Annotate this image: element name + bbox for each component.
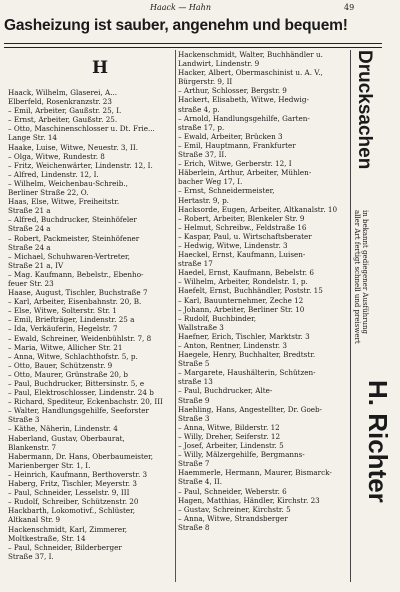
directory-entry: – Karl, Arbeiter, Eisenbahnstr. 20, B. xyxy=(8,297,142,307)
directory-entry: Hacker, Albert, Obermaschinist u. A. V., xyxy=(178,68,323,78)
directory-entry: – Ewald, Schreiner, Weidenbühlstr. 7, 8 xyxy=(8,333,152,343)
directory-entry: – Erich, Witwe, Gerberstr. 12, I xyxy=(178,159,292,169)
directory-entry: – Walter, Handlungsgehilfe, Seeforster xyxy=(8,406,149,416)
directory-entry: Straße 9 xyxy=(178,395,210,405)
directory-entry: – Paul, Schneider, Weberstr. 6 xyxy=(178,486,287,496)
directory-entry: – Paul, Buchdrucker, Alte- xyxy=(178,386,273,396)
directory-entry: Straße 37, II. xyxy=(178,150,227,160)
directory-entry: Haberland, Gustav, Oberbaurat, xyxy=(8,433,125,443)
directory-entry: – Paul, Elektroschlosser, Lindenstr. 24 b xyxy=(8,388,154,398)
directory-entry: Elberfeld, Rosenkranzstr. 23 xyxy=(8,97,112,107)
directory-entry: Lange Str. 14 xyxy=(8,133,57,143)
directory-entry: straße 17 xyxy=(178,259,213,269)
directory-entry: – Anna, Witwe, Bilderstr. 12 xyxy=(178,422,280,432)
directory-entry: straße 17, p. xyxy=(178,122,225,132)
directory-entry: – Ernst, Schneidermeister, xyxy=(178,186,275,196)
directory-entry: – Karl, Bauunternehmer, Zeche 12 xyxy=(178,295,304,305)
directory-entry: Straße 4, II. xyxy=(178,477,222,487)
directory-entry: Hackenschmidt, Walter, Buchhändler u. xyxy=(178,50,323,59)
directory-entry: Hackbarth, Lokomotivf., Schlüster, xyxy=(8,506,136,516)
directory-entry: – Otto, Maschinenschlosser u. Dt. Frie... xyxy=(8,124,155,134)
directory-entry: – Heinrich, Kaufmann, Berthoverstr. 3 xyxy=(8,469,148,479)
directory-entry: – Wilhelm, Weichenbau-Schreib., xyxy=(8,178,128,188)
top-rule xyxy=(4,43,382,44)
directory-entry: – Otto, Bauer, Schützenstr. 9 xyxy=(8,360,113,370)
directory-entry: Häberlein, Arthur, Arbeiter, Mühlen- xyxy=(178,168,312,178)
directory-entry: – Rudolf, Schreiber, Schützenstr. 20 xyxy=(8,497,139,507)
directory-entry: – Otto, Maurer, Grünstraße 20, b xyxy=(8,369,129,379)
directory-entry: straße 4, p. xyxy=(178,104,220,114)
directory-entry: Haehling, Hans, Angestellter, Dr. Goeb- xyxy=(178,404,323,414)
directory-entry: – Anna, Witwe, Strandsberger xyxy=(178,513,288,523)
section-letter: H xyxy=(92,58,109,78)
directory-entry: – Gustav, Schreiner, Kirchstr. 5 xyxy=(178,504,291,514)
directory-entry: Hagen, Matthias, Händler, Kirchstr. 23 xyxy=(178,495,320,505)
directory-entry: – Emil, Arbeiter, Gaußstr. 25, I. xyxy=(8,106,122,116)
right-column xyxy=(178,50,346,532)
directory-entry: – Josef, Arbeiter, Lindenstr. 5 xyxy=(178,441,284,451)
directory-entry: Straße 5 xyxy=(178,359,210,369)
directory-entry: – Olga, Witwe, Rundestr. 8 xyxy=(8,151,105,161)
directory-entry: Haase, August, Tischler, Buchstraße 7 xyxy=(8,288,148,298)
directory-entry: – Kaspar, Paul, u. Wirtschaftsberater xyxy=(178,231,312,241)
directory-entry: Bürgerstr. 9, II xyxy=(178,77,233,87)
left-column xyxy=(8,88,176,561)
top-rule-2 xyxy=(4,47,382,48)
directory-entry: Hertastr. 9, p. xyxy=(178,195,229,205)
directory-entry: Hackenschmidt, Karl, Zimmerer, xyxy=(8,524,128,534)
sidebar-small-line-1: aller Art fertigt schnell und preiswert xyxy=(353,210,361,344)
directory-entry: Wallstraße 3 xyxy=(178,322,224,332)
directory-entry: bacher Weg 17, I. xyxy=(178,177,243,187)
directory-entry: Berliner Straße 22, O. xyxy=(8,188,89,198)
directory-entry: Haefner, Erich, Tischler, Marktstr. 3 xyxy=(178,331,310,341)
directory-entry: Haegele, Henry, Buchhalter, Bredtstr. xyxy=(178,350,316,360)
directory-entry: – Margarete, Haushälterin, Schützen- xyxy=(178,368,316,378)
directory-entry: Straße 21 a xyxy=(8,206,51,216)
directory-entry: Haas, Else, Witwe, Freiheitstr. xyxy=(8,197,120,207)
directory-entry: Straße 3 xyxy=(8,415,40,425)
directory-entry: – Helmut, Schreibw., Feldstraße 16 xyxy=(178,222,307,232)
directory-entry: Straße 3 xyxy=(178,413,210,423)
directory-entry: Haack, Wilhelm, Glaserei, A... xyxy=(8,88,118,97)
directory-entry: – Arnold, Handlungsgehilfe, Garten- xyxy=(178,113,310,123)
page-number: 49 xyxy=(344,3,355,12)
directory-entry: – Robert, Arbeiter, Blenkeler Str. 9 xyxy=(178,213,305,223)
directory-entry: Straße 21 a, IV xyxy=(8,260,64,270)
directory-entry: feuer Str. 23 xyxy=(8,278,54,288)
directory-entry: – Alfred, Buchdrucker, Steinhöfeler xyxy=(8,215,137,225)
running-title: Haack — Hahn xyxy=(150,3,211,12)
directory-entry: Straße 24 a xyxy=(8,242,51,252)
directory-entry: – Käthe, Näherin, Lindenstr. 4 xyxy=(8,424,118,434)
directory-entry: Straße 8 xyxy=(178,522,210,532)
directory-entry: – Else, Witwe, Solterstr. Str. 1 xyxy=(8,306,117,316)
directory-entry: Habermann, Dr. Hans, Oberbaumeister, xyxy=(8,451,154,461)
directory-entry: Haake, Luise, Witwe, Neuestr. 3, II. xyxy=(8,142,138,152)
directory-entry: – Emil, Hauptmann, Frankfurter xyxy=(178,140,296,150)
directory-entry: – Ida, Verkäuferin, Hegelstr. 7 xyxy=(8,324,118,334)
directory-entry: Landwirt, Lindenstr. 9 xyxy=(178,59,260,69)
directory-entry: Straße 37, I. xyxy=(8,551,54,561)
column-divider xyxy=(175,50,176,582)
directory-entry: Marienberger Str. 1, I. xyxy=(8,460,91,470)
directory-entry: – Paul, Schneider, Bilderberger xyxy=(8,542,122,552)
directory-entry: – Anna, Witwe, Schlachthofstr. 5, p. xyxy=(8,351,138,361)
directory-entry: – Rudolf, Buchbinder, xyxy=(178,313,256,323)
directory-entry: – Willy, Dreher, Seiferstr. 12 xyxy=(178,431,281,441)
directory-entry: – Ernst, Arbeiter, Gaußstr. 25. xyxy=(8,115,118,125)
directory-entry: – Johann, Arbeiter, Berliner Str. 10 xyxy=(178,304,305,314)
directory-entry: – Fritz, Weichenwärter, Lindenstr. 12, I. xyxy=(8,160,153,170)
directory-entry: Hacksorde, Eugen, Arbeiter, Altkanalstr. 10 xyxy=(178,204,338,214)
sidebar-advertisement xyxy=(350,50,397,582)
directory-entry: – Ewald, Arbeiter, Brücken 3 xyxy=(178,131,283,141)
directory-entry: – Richard, Spediteur, Eckenbachstr. 20, III xyxy=(8,397,163,407)
directory-entry: Haefelt, Ernst, Buchhändler, Poststr. 15 xyxy=(178,286,323,296)
directory-entry: – Willy, Mälzergehilfe, Bergmanns- xyxy=(178,450,305,460)
directory-entry: Hackert, Elisabeth, Witwe, Hedwig- xyxy=(178,95,309,105)
directory-entry: – Arthur, Schlosser, Bergstr. 9 xyxy=(178,86,287,96)
directory-entry: Straße 7 xyxy=(178,459,210,469)
directory-entry: – Wilhelm, Arbeiter, Rondelstr. 1, p. xyxy=(178,277,308,287)
directory-entry: – Robert, Packmeister, Steinhöfener xyxy=(8,233,140,243)
directory-entry: Straße 24 a xyxy=(8,224,51,234)
directory-entry: Altkanal Str. 9 xyxy=(8,515,61,525)
directory-entry: Haemmerle, Hermann, Maurer, Bismarck- xyxy=(178,468,332,478)
directory-entry: – Maria, Witwe, Allicher Str. 21 xyxy=(8,342,123,352)
directory-entry: – Alfred, Lindenstr. 12, I. xyxy=(8,169,99,179)
directory-entry: – Mag. Kaufmann, Bebelstr., Ebenho- xyxy=(8,269,144,279)
directory-entry: – Emil, Briefträger, Lindenstr. 25 a xyxy=(8,315,135,325)
directory-entry: – Michael, Schuhwaren-Vertreter, xyxy=(8,251,130,261)
sidebar-company-name: H. Richter xyxy=(363,380,393,503)
directory-entry: straße 13 xyxy=(178,377,213,387)
directory-entry: Blankenstr. 7 xyxy=(8,442,57,452)
directory-entry: – Paul, Schneider, Lesselstr. 9, III xyxy=(8,488,130,498)
directory-entry: – Paul, Buchdrucker, Bittersinstr. 5, e xyxy=(8,379,145,388)
sidebar-drucksachen: Drucksachen xyxy=(354,50,375,170)
advertisement-banner: Gasheizung ist sauber, angenehm und bequem! xyxy=(4,17,348,34)
directory-entry: – Hedwig, Witwe, Lindenstr. 3 xyxy=(178,240,288,250)
directory-entry: Haedel, Ernst, Kaufmann, Bebelstr. 6 xyxy=(178,268,314,278)
page-header xyxy=(0,3,372,15)
sidebar-small-line-2: in bekannt gediegener Ausführung xyxy=(361,210,369,335)
directory-entry: – Anton, Rentner, Lindenstr. 3 xyxy=(178,341,287,350)
directory-entry: Haeckel, Ernst, Kaufmann, Luisen- xyxy=(178,250,306,260)
directory-entry: Haberg, Fritz, Tischler, Meyerstr. 3 xyxy=(8,479,137,489)
directory-entry: Moltkestraße, Str. 14 xyxy=(8,533,86,543)
